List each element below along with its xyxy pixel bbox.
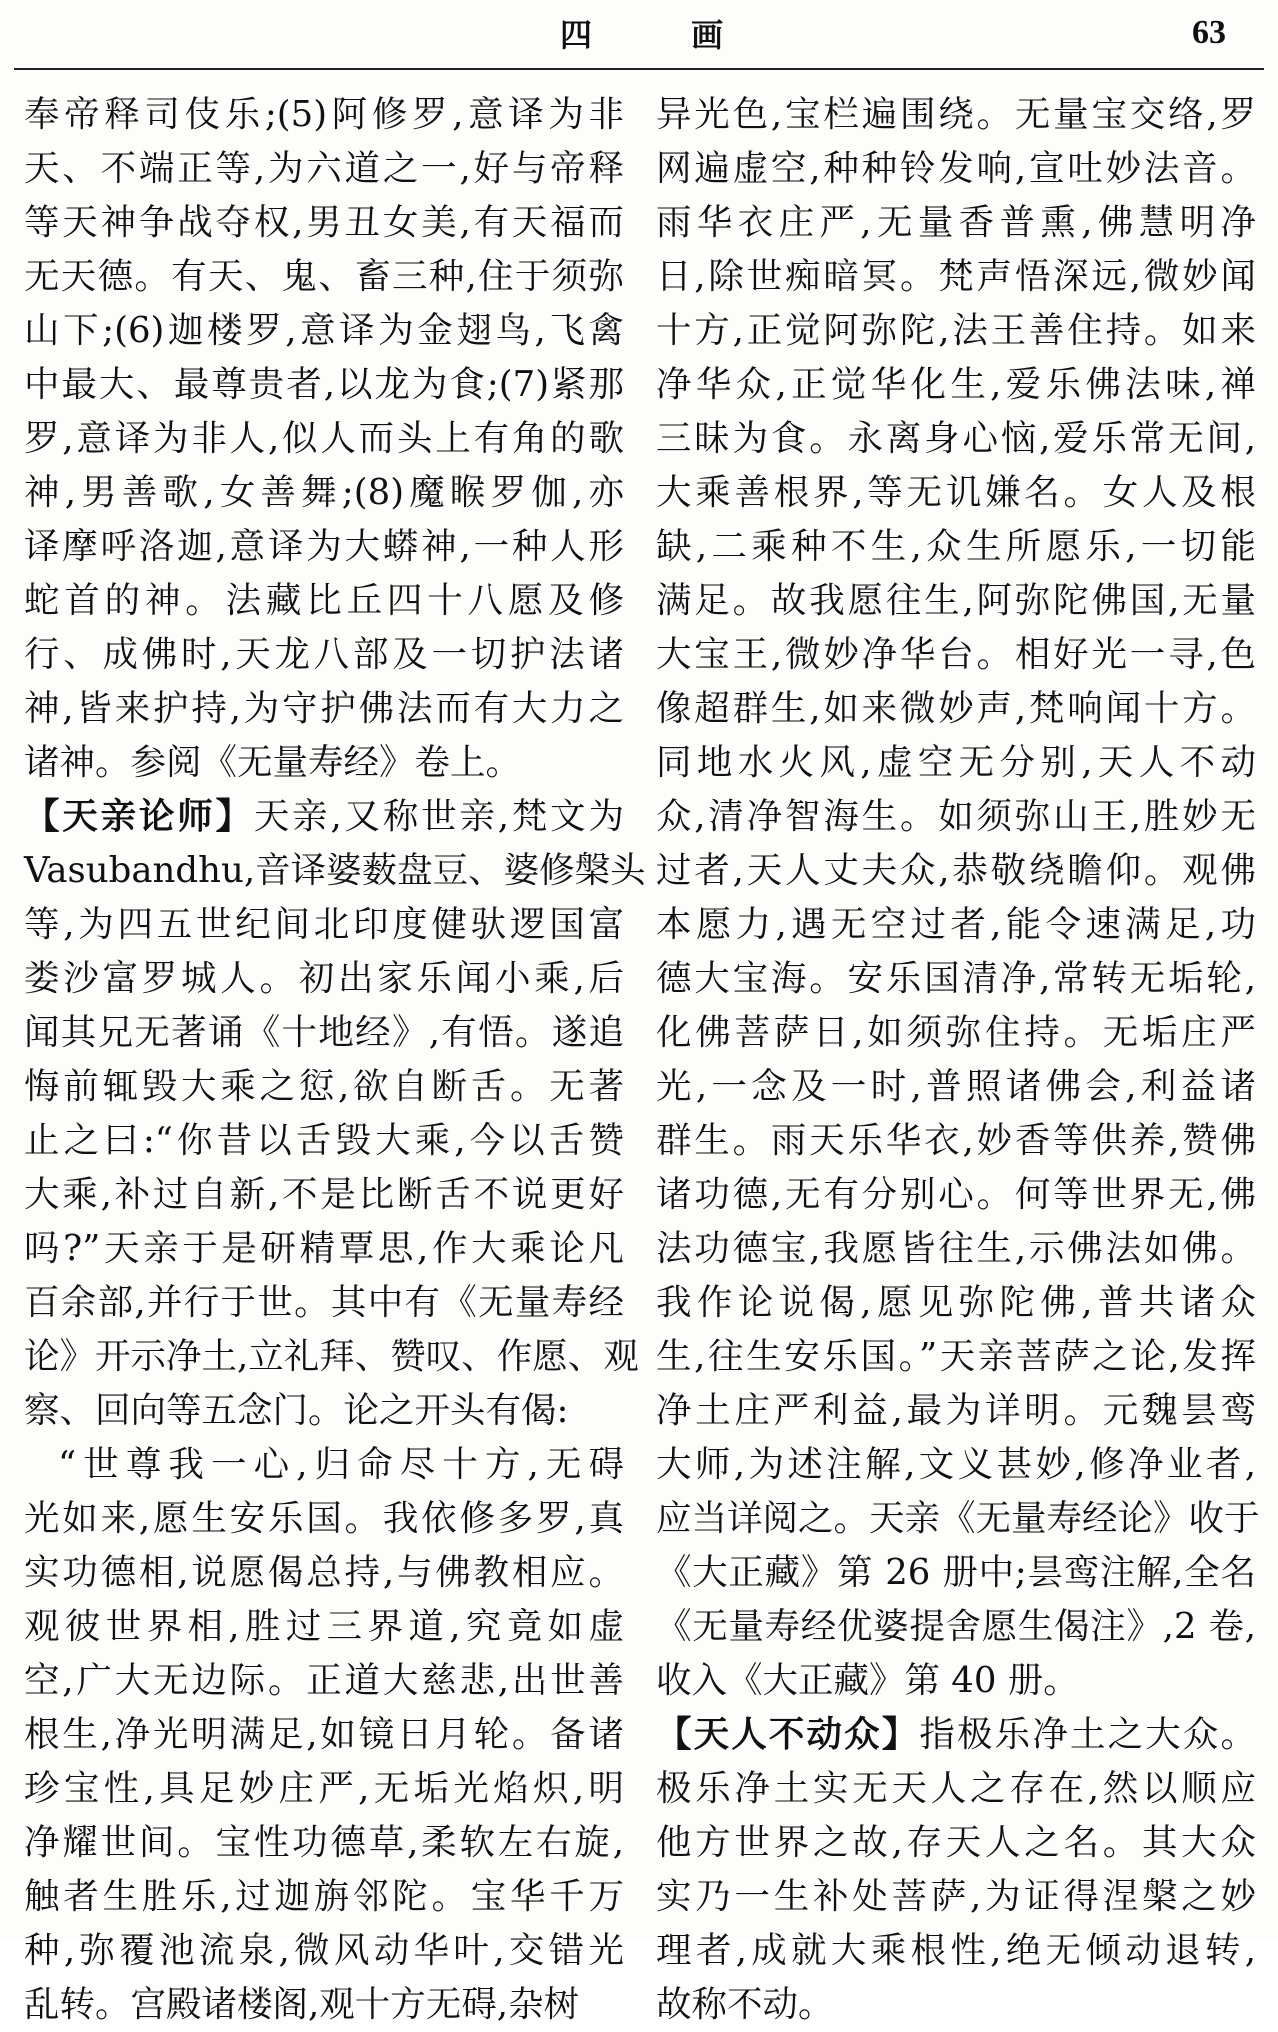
text-line: 奉帝释司伎乐;(5)阿修罗,意译为非 <box>24 94 624 135</box>
text-line: 实乃一生补处菩萨,为证得涅槃之妙 <box>656 1876 1256 1917</box>
text-line: 日,除世痴暗冥。梵声悟深远,微妙闻 <box>656 256 1256 297</box>
text-line: 实功德相,说愿偈总持,与佛教相应。 <box>24 1552 624 1593</box>
text-line: 十方,正觉阿弥陀,法王善住持。如来 <box>656 310 1256 351</box>
text-line: 触者生胜乐,过迦旃邻陀。宝华千万 <box>24 1876 624 1917</box>
text-line: 雨华衣庄严,无量香普熏,佛慧明净 <box>656 202 1256 243</box>
text-line: 等,为四五世纪间北印度健驮逻国富 <box>24 904 624 945</box>
text-line: 光,一念及一时,普照诸佛会,利益诸 <box>656 1066 1256 1107</box>
text-line: 故称不动。 <box>656 1984 834 2025</box>
text-line: 闻其兄无著诵《十地经》,有悟。遂追 <box>24 1012 624 1053</box>
text-line: 论》开示净土,立礼拜、赞叹、作愿、观 <box>24 1336 639 1377</box>
text-line: 《大正藏》第 26 册中;昙鸾注解,全名 <box>656 1552 1256 1593</box>
text-line: 大乘善根界,等无讥嫌名。女人及根 <box>656 472 1256 513</box>
text-line: 光如来,愿生安乐国。我依修多罗,真 <box>24 1498 624 1539</box>
right-column <box>656 88 1260 2032</box>
text-line: 过者,天人丈夫众,恭敬绕瞻仰。观佛 <box>656 850 1256 891</box>
text-line: 净耀世间。宝性功德草,柔软左右旋, <box>24 1822 624 1863</box>
header-rule <box>14 68 1264 70</box>
text-line: 德大宝海。安乐国清净,常转无垢轮, <box>656 958 1256 999</box>
text-line: 他方世界之故,存天人之名。其大众 <box>656 1822 1256 1863</box>
text-line: 网遍虚空,种种铃发响,宣吐妙法音。 <box>656 148 1256 189</box>
text-line: Vasubandhu,音译婆薮盘豆、婆修槃头 <box>24 850 646 891</box>
text-line: “世尊我一心,归命尽十方,无碍 <box>58 1444 624 1485</box>
page-number: 63 <box>1192 14 1226 51</box>
text-line: 无天德。有天、鬼、畜三种,住于须弥 <box>24 256 624 297</box>
text-line: 化佛菩萨日,如须弥住持。无垢庄严 <box>656 1012 1256 1053</box>
text-line: 异光色,宝栏遍围绕。无量宝交络,罗 <box>656 94 1256 135</box>
text-line: 察、回向等五念门。论之开头有偈: <box>24 1390 569 1431</box>
text-line: 观彼世界相,胜过三界道,究竟如虚 <box>24 1606 624 1647</box>
text-line: 极乐净土实无天人之存在,然以顺应 <box>656 1768 1256 1809</box>
text-line: 译摩呼洛迦,意译为大蟒神,一种人形 <box>24 526 624 567</box>
text-line: 【天人不动众】指极乐净土之大众。 <box>656 1714 1256 1755</box>
text-line: 大师,为述注解,文义甚妙,修净业者, <box>656 1444 1256 1485</box>
text-line: 山下;(6)迦楼罗,意译为金翅鸟,飞禽 <box>24 310 624 351</box>
text-line: 中最大、最尊贵者,以龙为食;(7)紧那 <box>24 364 624 405</box>
text-line: 神,皆来护持,为守护佛法而有大力之 <box>24 688 624 729</box>
text-line: 神,男善歌,女善舞;(8)魔睺罗伽,亦 <box>24 472 624 513</box>
text-line: 《无量寿经优婆提舍愿生偈注》,2 卷, <box>656 1606 1256 1647</box>
text-line: 收入《大正藏》第 40 册。 <box>656 1660 1079 1701</box>
text-line: 蛇首的神。法藏比丘四十八愿及修 <box>24 580 624 621</box>
text-line: 根生,净光明满足,如镜日月轮。备诸 <box>24 1714 624 1755</box>
text-line: 空,广大无边际。正道大慈悲,出世善 <box>24 1660 624 1701</box>
text-line: 百余部,并行于世。其中有《无量寿经 <box>24 1282 624 1323</box>
text-line: 同地水火风,虚空无分别,天人不动 <box>656 742 1256 783</box>
text-line: 生,往生安乐国。”天亲菩萨之论,发挥 <box>656 1336 1256 1377</box>
text-line: 缺,二乘种不生,众生所愿乐,一切能 <box>656 526 1256 567</box>
text-line: 止之曰:“你昔以舌毁大乘,今以舌赞 <box>24 1120 624 1161</box>
text-line: 娄沙富罗城人。初出家乐闻小乘,后 <box>24 958 624 999</box>
text-line: 种,弥覆池流泉,微风动华叶,交错光 <box>24 1930 624 1971</box>
text-line: 净土庄严利益,最为详明。元魏昙鸾 <box>656 1390 1256 1431</box>
section-title: 四 画 <box>560 16 768 54</box>
text-line: 应当详阅之。天亲《无量寿经论》收于 <box>656 1498 1260 1539</box>
text-line: 本愿力,遇无空过者,能令速满足,功 <box>656 904 1256 945</box>
text-line: 珍宝性,具足妙庄严,无垢光焰炽,明 <box>24 1768 624 1809</box>
text-line: 【天亲论师】天亲,又称世亲,梵文为 <box>24 796 624 837</box>
entry-headword: 【天人不动众】 <box>656 1714 920 1755</box>
running-head <box>0 6 1278 76</box>
text-line: 等天神争战夺权,男丑女美,有天福而 <box>24 202 624 243</box>
text-line: 理者,成就大乘根性,绝无倾动退转, <box>656 1930 1256 1971</box>
text-line: 众,清净智海生。如须弥山王,胜妙无 <box>656 796 1256 837</box>
text-line: 行、成佛时,天龙八部及一切护法诸 <box>24 634 624 675</box>
text-line: 悔前辄毁大乘之愆,欲自断舌。无著 <box>24 1066 624 1107</box>
text-line: 乱转。宫殿诸楼阁,观十方无碍,杂树 <box>24 1984 580 2025</box>
text-line: 诸功德,无有分别心。何等世界无,佛 <box>656 1174 1256 1215</box>
text-line: 像超群生,如来微妙声,梵响闻十方。 <box>656 688 1256 729</box>
text-line: 满足。故我愿往生,阿弥陀佛国,无量 <box>656 580 1256 621</box>
text-line: 罗,意译为非人,似人而头上有角的歌 <box>24 418 624 459</box>
text-line: 吗?”天亲于是研精覃思,作大乘论凡 <box>24 1228 624 1269</box>
text-line: 大乘,补过自新,不是比断舌不说更好 <box>24 1174 624 1215</box>
text-line: 大宝王,微妙净华台。相好光一寻,色 <box>656 634 1256 675</box>
text-line: 法功德宝,我愿皆往生,示佛法如佛。 <box>656 1228 1256 1269</box>
text-line: 天、不端正等,为六道之一,好与帝释 <box>24 148 624 189</box>
text-line: 群生。雨天乐华衣,妙香等供养,赞佛 <box>656 1120 1256 1161</box>
text-line: 我作论说偈,愿见弥陀佛,普共诸众 <box>656 1282 1256 1323</box>
text-line: 三昧为食。永离身心恼,爱乐常无间, <box>656 418 1256 459</box>
text-line: 净华众,正觉华化生,爱乐佛法味,禅 <box>656 364 1256 405</box>
text-line: 诸神。参阅《无量寿经》卷上。 <box>24 742 522 783</box>
entry-headword: 【天亲论师】 <box>24 796 254 837</box>
left-column <box>24 88 646 2032</box>
